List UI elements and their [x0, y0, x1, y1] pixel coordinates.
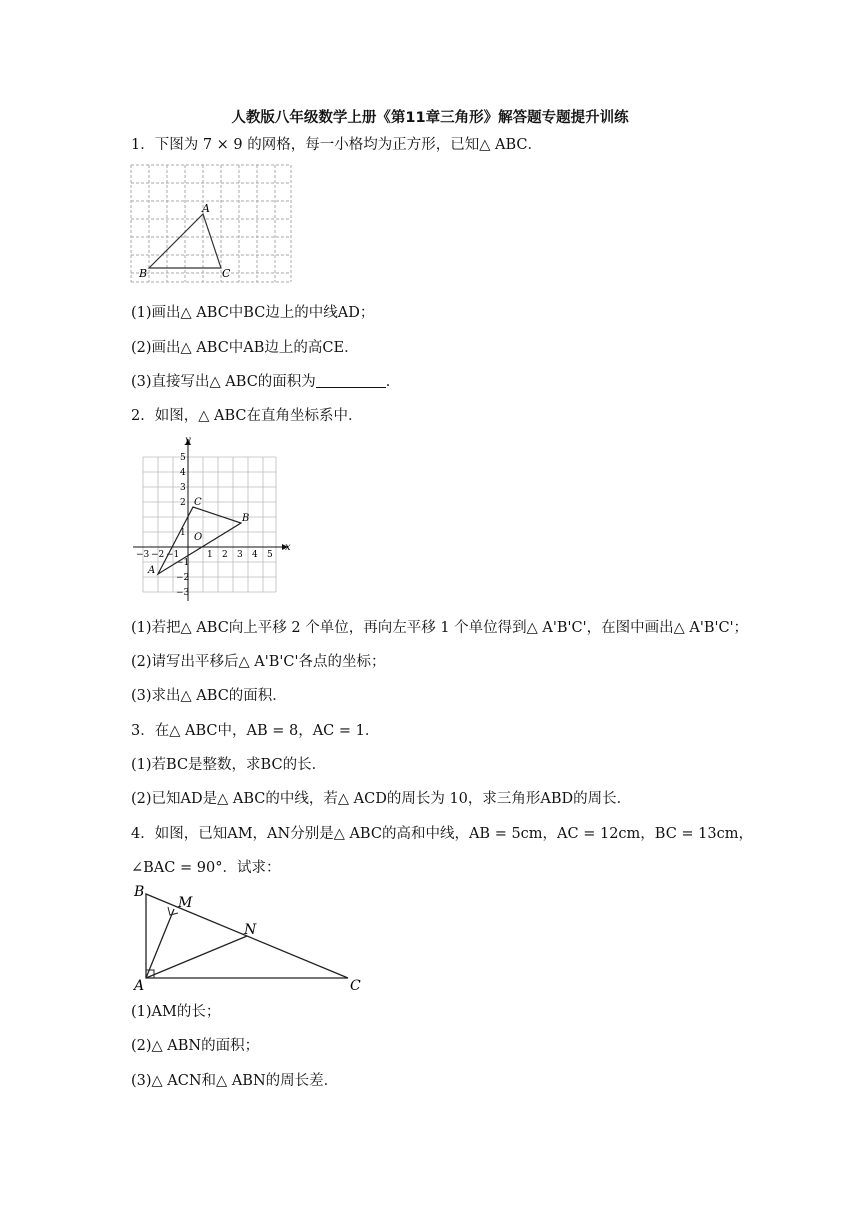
q4-stem-line2: ∠BAC = 90°．试求：	[131, 860, 281, 876]
q2-x-ticks	[136, 550, 273, 560]
q2-part2: (2)请写出平移后△ A'B'C'各点的坐标；	[131, 654, 386, 670]
q2-label-b: B	[242, 513, 250, 524]
q4-label-a: A	[134, 978, 145, 994]
svg-text:5: 5	[180, 453, 186, 463]
q4-part1: (1)AM的长；	[131, 1004, 221, 1020]
q2-part3: (3)求出△ ABC的面积．	[131, 688, 287, 704]
q2-origin-label: O	[194, 532, 203, 543]
svg-text:5: 5	[267, 550, 273, 560]
q4-part2: (2)△ ABN的面积；	[131, 1038, 260, 1054]
q1-answer-blank	[316, 373, 386, 388]
q1-grid-lines	[131, 165, 291, 282]
svg-text:1: 1	[180, 528, 186, 538]
q1-part3-end: ．	[385, 374, 401, 390]
q1-stem: 1．下图为 7 × 9 的网格，每一小格均为正方形，已知△ ABC．	[131, 137, 543, 153]
q4-label-n: N	[244, 922, 257, 938]
q4-stem-line1: 4．如图，已知AM，AN分别是△ ABC的高和中线，AB = 5cm，AC = 12cm，BC = 13cm，	[131, 826, 754, 842]
svg-text:−3: −3	[176, 588, 190, 598]
svg-text:−1: −1	[166, 550, 180, 560]
q1-part1: (1)画出△ ABC中BC边上的中线AD；	[131, 305, 375, 321]
q4-part3: (3)△ ACN和△ ABN的周长差．	[131, 1073, 339, 1089]
svg-text:1: 1	[207, 550, 213, 560]
q2-label-a: A	[148, 565, 156, 576]
q1-label-a: A	[202, 202, 210, 215]
q3-part2: (2)已知AD是△ ABC的中线，若△ ACD的周长为 10，求三角形ABD的周长．	[131, 791, 632, 807]
svg-text:2: 2	[222, 550, 228, 560]
q1-label-c: C	[222, 267, 231, 280]
q1-part3	[131, 372, 400, 392]
q3-stem: 3．在△ ABC中，AB = 8，AC = 1．	[131, 723, 380, 739]
q1-part2: (2)画出△ ABC中AB边上的高CE．	[131, 340, 359, 356]
svg-text:−1: −1	[176, 558, 190, 568]
svg-text:−3: −3	[136, 550, 150, 560]
svg-text:2: 2	[180, 498, 186, 508]
svg-text:3: 3	[237, 550, 243, 560]
q2-y-axis-label: y	[185, 435, 191, 446]
svg-text:−2: −2	[176, 573, 190, 583]
q3-part1: (1)若BC是整数，求BC的长．	[131, 757, 327, 773]
q2-stem: 2．如图，△ ABC在直角坐标系中．	[131, 408, 363, 424]
page-title: 人教版八年级数学上册《第11章三角形》解答题专题提升训练	[231, 110, 629, 126]
q1-label-b: B	[139, 267, 148, 280]
q2-part1: (1)若把△ ABC向上平移 2 个单位，再向左平移 1 个单位得到△ A'B'C'，在图中画出△ A'B'C'；	[131, 620, 749, 636]
q1-part3-text: (3)直接写出△ ABC的面积为	[131, 374, 316, 390]
q2-grid-lines	[143, 457, 276, 592]
svg-text:4: 4	[252, 550, 258, 560]
q2-label-c: C	[194, 497, 202, 508]
q4-triangle-figure	[128, 880, 368, 996]
q2-coordinate-figure	[128, 433, 294, 603]
q4-label-b: B	[134, 884, 145, 900]
svg-text:3: 3	[180, 483, 186, 493]
svg-text:4: 4	[180, 468, 186, 478]
q1-grid-figure	[130, 164, 294, 284]
q4-label-c: C	[350, 978, 361, 994]
q4-label-m: M	[178, 895, 193, 911]
svg-text:−2: −2	[151, 550, 165, 560]
q2-x-axis-label: x	[285, 542, 291, 553]
